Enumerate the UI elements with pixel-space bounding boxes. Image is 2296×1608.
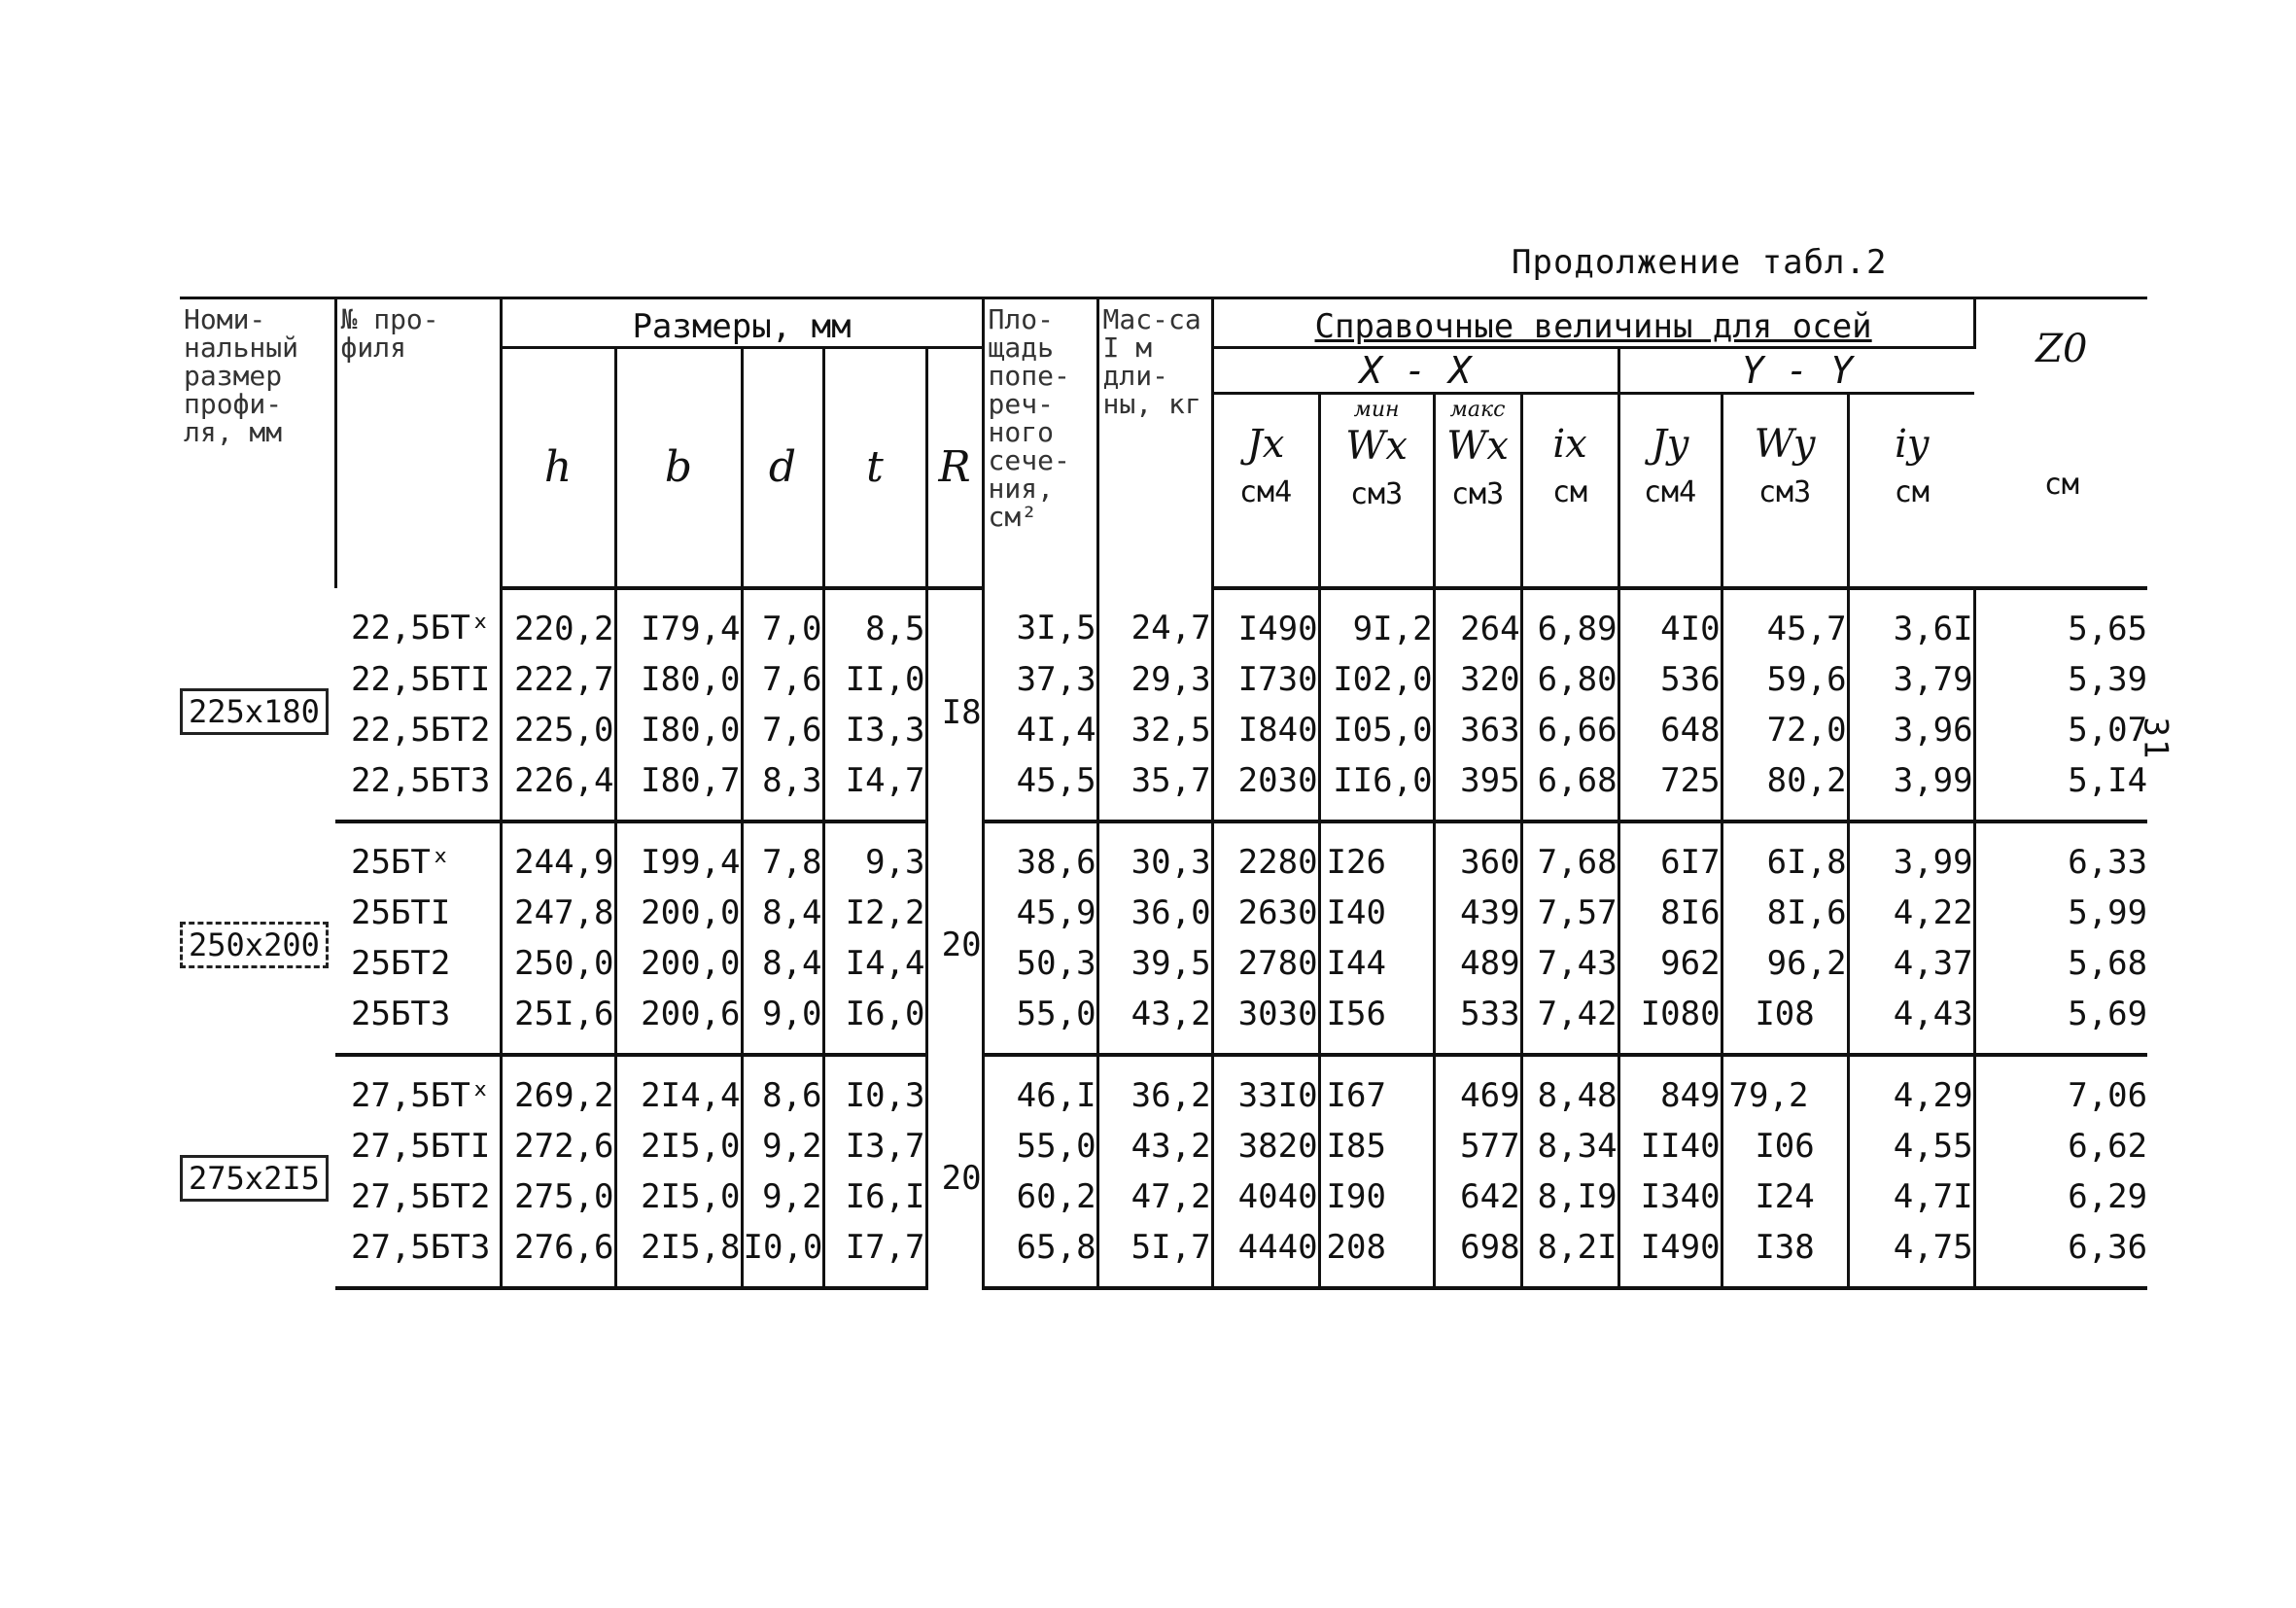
jy-unit: см4 (1643, 475, 1697, 509)
cell-ix: 8,48 (1521, 1055, 1618, 1121)
cell-d: 9,2 (742, 1171, 823, 1222)
profile-table (180, 297, 2147, 1290)
profile-no: 25БТ2 (335, 938, 501, 989)
cell-wx-max: 642 (1434, 1171, 1521, 1222)
cell-ix: 8,2I (1521, 1222, 1618, 1288)
cell-jy: 962 (1618, 938, 1722, 989)
cell-mass: 36,2 (1097, 1055, 1212, 1121)
cell-wy: I24 (1722, 1171, 1848, 1222)
header-t: t (823, 348, 926, 588)
profile-no: 22,5БТ2 (335, 705, 501, 755)
jx-unit: см4 (1238, 475, 1293, 509)
cell-iy: 3,79 (1848, 654, 1974, 705)
cell-z0: 6,36 (1974, 1222, 2147, 1288)
cell-b: I80,7 (615, 755, 742, 821)
cell-d: I0,0 (742, 1222, 823, 1288)
wx-min-label: мин (1353, 398, 1400, 422)
cell-jy: 4I0 (1618, 588, 1722, 654)
cell-d: 7,8 (742, 821, 823, 888)
cell-wx-max: 363 (1434, 705, 1521, 755)
cell-b: 2I5,8 (615, 1222, 742, 1288)
cell-b: 2I4,4 (615, 1055, 742, 1121)
header-wx-min (1319, 394, 1434, 588)
cell-iy: 4,43 (1848, 989, 1974, 1055)
cell-jy: 849 (1618, 1055, 1722, 1121)
cell-wx-max: 698 (1434, 1222, 1521, 1288)
cell-area: 37,3 (983, 654, 1097, 705)
cell-jx: I840 (1212, 705, 1319, 755)
cell-r: I8 (926, 588, 983, 821)
table-row (180, 821, 2147, 888)
cell-wx-max: 439 (1434, 888, 1521, 938)
cell-iy: 4,22 (1848, 888, 1974, 938)
profile-no: 25БТI (335, 888, 501, 938)
cell-iy: 4,29 (1848, 1055, 1974, 1121)
cell-iy: 4,7I (1848, 1171, 1974, 1222)
cell-wy: 72,0 (1722, 705, 1848, 755)
cell-h: 275,0 (501, 1171, 615, 1222)
cell-z0: 6,29 (2068, 1176, 2148, 1216)
table-row (180, 1171, 2147, 1222)
header-z0 (1974, 298, 2147, 588)
cell-mass: 24,7 (1097, 588, 1212, 654)
profile-no: 27,5БТ3 (335, 1222, 501, 1288)
iy-unit: см (1894, 475, 1930, 509)
cell-area: 46,I (983, 1055, 1097, 1121)
cell-h: 220,2 (501, 588, 615, 654)
cell-ix: 6,80 (1521, 654, 1618, 705)
cell-r: 20 (926, 821, 983, 1055)
cell-z0: 7,06 (2068, 1075, 2148, 1115)
nominal-size: 250x200 (180, 922, 329, 968)
nominal-size-cell (180, 1055, 335, 1288)
wx-max-symbol: Wx (1446, 424, 1509, 469)
header-h: h (501, 348, 615, 588)
cell-mass: 43,2 (1097, 989, 1212, 1055)
cell-jx: 4440 (1212, 1222, 1319, 1288)
cell-d: 8,3 (742, 755, 823, 821)
cell-jy: I080 (1618, 989, 1722, 1055)
header-iy (1848, 394, 1974, 588)
profile-no: 27,5БТI (335, 1121, 501, 1171)
cell-jx: 3030 (1212, 989, 1319, 1055)
cell-wy: I38 (1722, 1222, 1848, 1288)
profile-no: 22,5БТI (335, 654, 501, 705)
cell-jx: 4040 (1212, 1171, 1319, 1222)
profile-no: 25БТˣ (335, 821, 501, 888)
cell-wx-min: I02,0 (1319, 654, 1434, 705)
ix-symbol: ix (1552, 422, 1587, 467)
nominal-size: 225x180 (180, 688, 329, 735)
profile-no: 22,5БТˣ (335, 588, 501, 654)
header-area: Пло-щадь попе-реч-ного сече-ния, см² (983, 298, 1097, 588)
cell-b: I99,4 (615, 821, 742, 888)
cell-area: 38,6 (983, 821, 1097, 888)
iy-symbol: iy (1895, 422, 1930, 467)
cell-iy: 4,75 (1848, 1222, 1974, 1288)
header-b: b (615, 348, 742, 588)
cell-wy: 79,2 (1722, 1055, 1848, 1121)
cell-b: 2I5,0 (615, 1121, 742, 1171)
nominal-size: 275x2I5 (180, 1155, 329, 1202)
cell-jy: I340 (1618, 1171, 1722, 1222)
cell-z0: 6,33 (2068, 842, 2148, 882)
profile-no: 27,5БТˣ (335, 1055, 501, 1121)
wx-max-label: макс (1449, 398, 1506, 422)
cell-z0: 5,39 (2068, 659, 2148, 699)
cell-wx-max: 489 (1434, 938, 1521, 989)
cell-wx-max: 320 (1434, 654, 1521, 705)
jx-symbol: Jx (1246, 422, 1285, 467)
cell-ix: 7,42 (1521, 989, 1618, 1055)
table-row (180, 755, 2147, 821)
cell-b: I80,0 (615, 654, 742, 705)
cell-wy: 6I,8 (1722, 821, 1848, 888)
cell-area: 45,5 (983, 755, 1097, 821)
cell-jx: 33I0 (1212, 1055, 1319, 1121)
header-axis-y: Y - Y (1618, 348, 1974, 394)
cell-z0: 5,68 (2068, 943, 2148, 983)
cell-jx: I730 (1212, 654, 1319, 705)
cell-wx-min: I05,0 (1319, 705, 1434, 755)
header-axis-x: X - X (1212, 348, 1618, 394)
cell-wy: I08 (1722, 989, 1848, 1055)
cell-h: 276,6 (501, 1222, 615, 1288)
cell-wx-max: 264 (1434, 588, 1521, 654)
cell-b: 2I5,0 (615, 1171, 742, 1222)
cell-h: 222,7 (501, 654, 615, 705)
cell-h: 25I,6 (501, 989, 615, 1055)
header-jx (1212, 394, 1319, 588)
cell-mass: 30,3 (1097, 821, 1212, 888)
cell-wy: 96,2 (1722, 938, 1848, 989)
cell-d: 8,4 (742, 888, 823, 938)
cell-mass: 32,5 (1097, 705, 1212, 755)
cell-wy: 8I,6 (1722, 888, 1848, 938)
cell-area: 50,3 (983, 938, 1097, 989)
header-d: d (742, 348, 823, 588)
header-r: R (926, 348, 983, 588)
cell-ix: 6,89 (1521, 588, 1618, 654)
cell-mass: 47,2 (1097, 1171, 1212, 1222)
cell-t: I3,7 (823, 1121, 926, 1171)
table-row (180, 654, 2147, 705)
table-row (180, 888, 2147, 938)
cell-d: 7,6 (742, 705, 823, 755)
header-wx-max (1434, 394, 1521, 588)
cell-wx-min: 208 (1319, 1222, 1434, 1288)
cell-jy: 6I7 (1618, 821, 1722, 888)
cell-z0: 5,69 (1974, 989, 2147, 1055)
cell-jy: 648 (1618, 705, 1722, 755)
cell-b: 200,6 (615, 989, 742, 1055)
cell-wx-min: I56 (1319, 989, 1434, 1055)
cell-area: 65,8 (983, 1222, 1097, 1288)
header-ix (1521, 394, 1618, 588)
cell-wx-min: I40 (1319, 888, 1434, 938)
nominal-size-cell (180, 588, 335, 821)
cell-mass: 36,0 (1097, 888, 1212, 938)
header-nominal: Номи-нальный размер профи-ля, мм (180, 298, 335, 588)
nominal-size-cell (180, 821, 335, 1055)
cell-wx-min: I67 (1319, 1055, 1434, 1121)
cell-area: 55,0 (983, 989, 1097, 1055)
table-row (180, 989, 2147, 1055)
cell-h: 272,6 (501, 1121, 615, 1171)
cell-area: 4I,4 (983, 705, 1097, 755)
cell-iy: 4,55 (1848, 1121, 1974, 1171)
cell-jx: 2780 (1212, 938, 1319, 989)
cell-jy: I490 (1618, 1222, 1722, 1288)
cell-mass: 43,2 (1097, 1121, 1212, 1171)
cell-d: 8,4 (742, 938, 823, 989)
cell-iy: 3,99 (1848, 755, 1974, 821)
cell-ix: 6,66 (1521, 705, 1618, 755)
table-caption: Продолжение табл.2 (1512, 243, 1888, 282)
cell-mass: 5I,7 (1097, 1222, 1212, 1288)
cell-jy: 725 (1618, 755, 1722, 821)
cell-iy: 3,99 (1848, 821, 1974, 888)
cell-h: 247,8 (501, 888, 615, 938)
cell-t: 9,3 (823, 821, 926, 888)
table-row (180, 1055, 2147, 1121)
cell-iy: 4,37 (1848, 938, 1974, 989)
cell-z0: 5,65 (2068, 609, 2148, 648)
cell-mass: 39,5 (1097, 938, 1212, 989)
table-row (180, 1222, 2147, 1288)
cell-d: 7,6 (742, 654, 823, 705)
wy-symbol: Wy (1754, 422, 1816, 467)
table-row (180, 938, 2147, 989)
cell-jy: II40 (1618, 1121, 1722, 1171)
cell-ix: 7,68 (1521, 821, 1618, 888)
cell-area: 60,2 (983, 1171, 1097, 1222)
cell-jy: 8I6 (1618, 888, 1722, 938)
ix-unit: см (1551, 475, 1588, 509)
z0-symbol: Z0 (2035, 327, 2088, 371)
cell-wx-max: 533 (1434, 989, 1521, 1055)
cell-wx-min: I90 (1319, 1171, 1434, 1222)
cell-ix: 7,57 (1521, 888, 1618, 938)
cell-ix: 6,68 (1521, 755, 1618, 821)
header-dimensions: Размеры, мм (501, 298, 983, 348)
cell-d: 8,6 (742, 1055, 823, 1121)
header-profile-no: № про-филя (335, 298, 501, 588)
cell-area: 3I,5 (983, 588, 1097, 654)
cell-wy: 45,7 (1722, 588, 1848, 654)
cell-jx: 2030 (1212, 755, 1319, 821)
cell-t: I7,7 (823, 1222, 926, 1288)
cell-h: 244,9 (501, 821, 615, 888)
cell-iy: 3,96 (1848, 705, 1974, 755)
header-mass: Мас-са I м дли-ны, кг (1097, 298, 1212, 588)
header-reference-values: Справочные величины для осей (1212, 298, 1974, 348)
cell-h: 250,0 (501, 938, 615, 989)
header-jy (1618, 394, 1722, 588)
wy-unit: см3 (1757, 475, 1812, 509)
cell-b: 200,0 (615, 938, 742, 989)
cell-wx-min: I44 (1319, 938, 1434, 989)
cell-wx-min: I85 (1319, 1121, 1434, 1171)
cell-h: 269,2 (501, 1055, 615, 1121)
cell-ix: 8,I9 (1521, 1171, 1618, 1222)
cell-d: 9,0 (742, 989, 823, 1055)
cell-t: I3,3 (823, 705, 926, 755)
cell-t: I4,4 (823, 938, 926, 989)
cell-wx-min: I26 (1319, 821, 1434, 888)
cell-z0: 6,62 (2068, 1126, 2148, 1166)
jy-symbol: Jy (1651, 422, 1689, 467)
cell-iy: 3,6I (1848, 588, 1974, 654)
cell-b: 200,0 (615, 888, 742, 938)
cell-h: 225,0 (501, 705, 615, 755)
page-number: 31 (2136, 717, 2175, 761)
cell-wy: I06 (1722, 1121, 1848, 1171)
cell-jx: 2630 (1212, 888, 1319, 938)
cell-z0: 5,99 (2068, 892, 2148, 932)
cell-wx-max: 469 (1434, 1055, 1521, 1121)
table-row (180, 705, 2147, 755)
cell-r: 20 (926, 1055, 983, 1288)
cell-ix: 8,34 (1521, 1121, 1618, 1171)
header-wy (1722, 394, 1848, 588)
cell-wy: 59,6 (1722, 654, 1848, 705)
cell-ix: 7,43 (1521, 938, 1618, 989)
cell-wx-max: 577 (1434, 1121, 1521, 1171)
cell-jx: I490 (1212, 588, 1319, 654)
cell-d: 9,2 (742, 1121, 823, 1171)
cell-h: 226,4 (501, 755, 615, 821)
cell-t: 8,5 (823, 588, 926, 654)
cell-jx: 3820 (1212, 1121, 1319, 1171)
cell-b: I79,4 (615, 588, 742, 654)
table-row (180, 1121, 2147, 1171)
wx-min-symbol: Wx (1345, 424, 1408, 469)
cell-t: I6,0 (823, 989, 926, 1055)
cell-t: II,0 (823, 654, 926, 705)
wx-min-unit: см3 (1349, 477, 1404, 511)
profile-no: 22,5БТ3 (335, 755, 501, 821)
cell-jx: 2280 (1212, 821, 1319, 888)
cell-d: 7,0 (742, 588, 823, 654)
cell-wx-max: 395 (1434, 755, 1521, 821)
cell-jy: 536 (1618, 654, 1722, 705)
cell-t: I0,3 (823, 1055, 926, 1121)
cell-t: I6,I (823, 1171, 926, 1222)
wx-max-unit: см3 (1450, 477, 1505, 511)
z0-unit: см (2043, 468, 2079, 502)
cell-wx-max: 360 (1434, 821, 1521, 888)
profile-no: 25БТ3 (335, 989, 501, 1055)
cell-area: 55,0 (983, 1121, 1097, 1171)
cell-z0: 5,07 (2068, 710, 2148, 750)
cell-t: I2,2 (823, 888, 926, 938)
cell-wx-min: 9I,2 (1319, 588, 1434, 654)
profile-no: 27,5БТ2 (335, 1171, 501, 1222)
cell-b: I80,0 (615, 705, 742, 755)
table-row (180, 588, 2147, 654)
cell-wy: 80,2 (1722, 755, 1848, 821)
cell-wx-min: II6,0 (1319, 755, 1434, 821)
cell-t: I4,7 (823, 755, 926, 821)
cell-z0: 5,I4 (1974, 755, 2147, 821)
cell-mass: 29,3 (1097, 654, 1212, 705)
cell-mass: 35,7 (1097, 755, 1212, 821)
cell-area: 45,9 (983, 888, 1097, 938)
